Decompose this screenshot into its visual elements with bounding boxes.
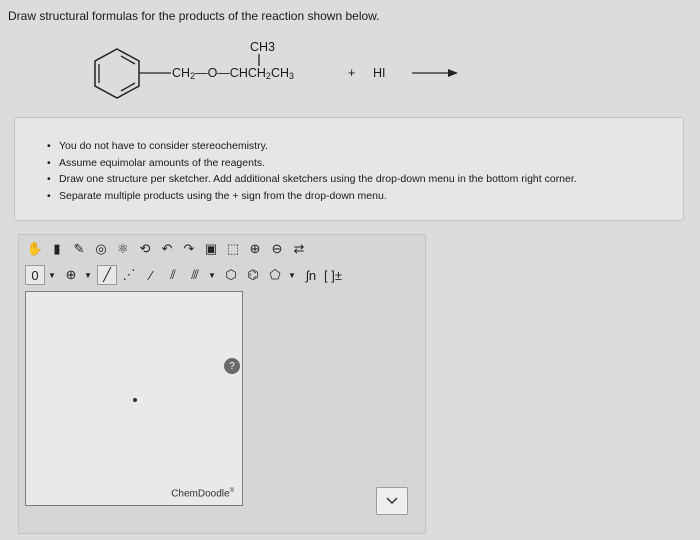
add-sketcher-dropdown[interactable]: [376, 487, 408, 515]
drawing-canvas[interactable]: [25, 291, 243, 506]
zoom-out-icon[interactable]: ⊖: [271, 241, 283, 256]
flip-icon[interactable]: ⇄: [293, 241, 305, 256]
charge-selector[interactable]: 0: [25, 265, 45, 285]
pencil-icon[interactable]: ✎: [73, 241, 85, 256]
eraser-icon[interactable]: ▮: [53, 241, 61, 256]
double-bond-icon[interactable]: ⫽: [170, 267, 176, 282]
reagent-label: HI: [373, 66, 386, 80]
redo-icon[interactable]: ↷: [183, 241, 195, 256]
zoom-in-icon[interactable]: ⊕: [249, 241, 261, 256]
hand-icon[interactable]: ✋: [26, 241, 44, 256]
plus-sign: +: [348, 66, 356, 80]
benzene-icon[interactable]: ⌬: [247, 267, 259, 282]
instruction-item: • You do not have to consider stereochemistry.: [59, 138, 683, 155]
pentagon-icon[interactable]: ⬠: [269, 267, 281, 282]
instructions-panel: [14, 117, 684, 221]
dashed-bond-icon[interactable]: ⋰: [122, 267, 136, 282]
benzene-ring: [0, 0, 700, 110]
instruction-item: • Separate multiple products using the + sign from the drop-down menu.: [59, 188, 683, 205]
clean-icon[interactable]: ⬚: [226, 241, 240, 256]
charge-plus-icon[interactable]: ⊕: [65, 267, 77, 282]
toolbar-row-2: [25, 265, 345, 285]
template-icon[interactable]: ʃn: [305, 267, 317, 283]
chemdoodle-brand: ChemDoodle®: [171, 487, 234, 499]
lasso-icon[interactable]: ◎: [95, 241, 107, 256]
chevron-down-icon[interactable]: ▼: [84, 270, 92, 280]
chemdoodle-sketcher: [18, 234, 426, 534]
chevron-down-icon[interactable]: ▼: [288, 270, 296, 280]
instruction-item: • Draw one structure per sketcher. Add additional sketchers using the drop-down menu in the bottom right corner.: [59, 171, 683, 188]
single-bond-icon[interactable]: ╱: [97, 265, 117, 285]
atom-select-icon[interactable]: ⚛: [117, 241, 129, 256]
clear-icon[interactable]: ▣: [204, 241, 218, 256]
cursor-dot: [133, 398, 137, 402]
methyl-label: CH3: [250, 40, 276, 54]
ether-chain: $CH_2—O—CHCH_2CH_3$: [172, 66, 295, 81]
bracket-icon[interactable]: [ ]±: [324, 267, 342, 283]
triple-bond-icon[interactable]: ⫻: [191, 267, 199, 282]
wedge-bond-icon[interactable]: ∕: [149, 267, 153, 283]
reaction-scheme: [0, 0, 700, 110]
chevron-down-icon[interactable]: ▼: [48, 270, 56, 280]
help-icon[interactable]: ?: [224, 358, 240, 374]
chevron-down-icon: [386, 497, 398, 505]
chevron-down-icon[interactable]: ▼: [208, 270, 216, 280]
cyclopropane-icon[interactable]: ⬡: [225, 267, 237, 282]
question-text: Draw structural formulas for the products of the reaction shown below.: [8, 9, 380, 23]
rotate-icon[interactable]: ⟲: [139, 241, 151, 256]
toolbar-row-1: [25, 239, 311, 259]
undo-icon[interactable]: ↶: [161, 241, 173, 256]
instruction-item: • Assume equimolar amounts of the reagents.: [59, 155, 683, 172]
